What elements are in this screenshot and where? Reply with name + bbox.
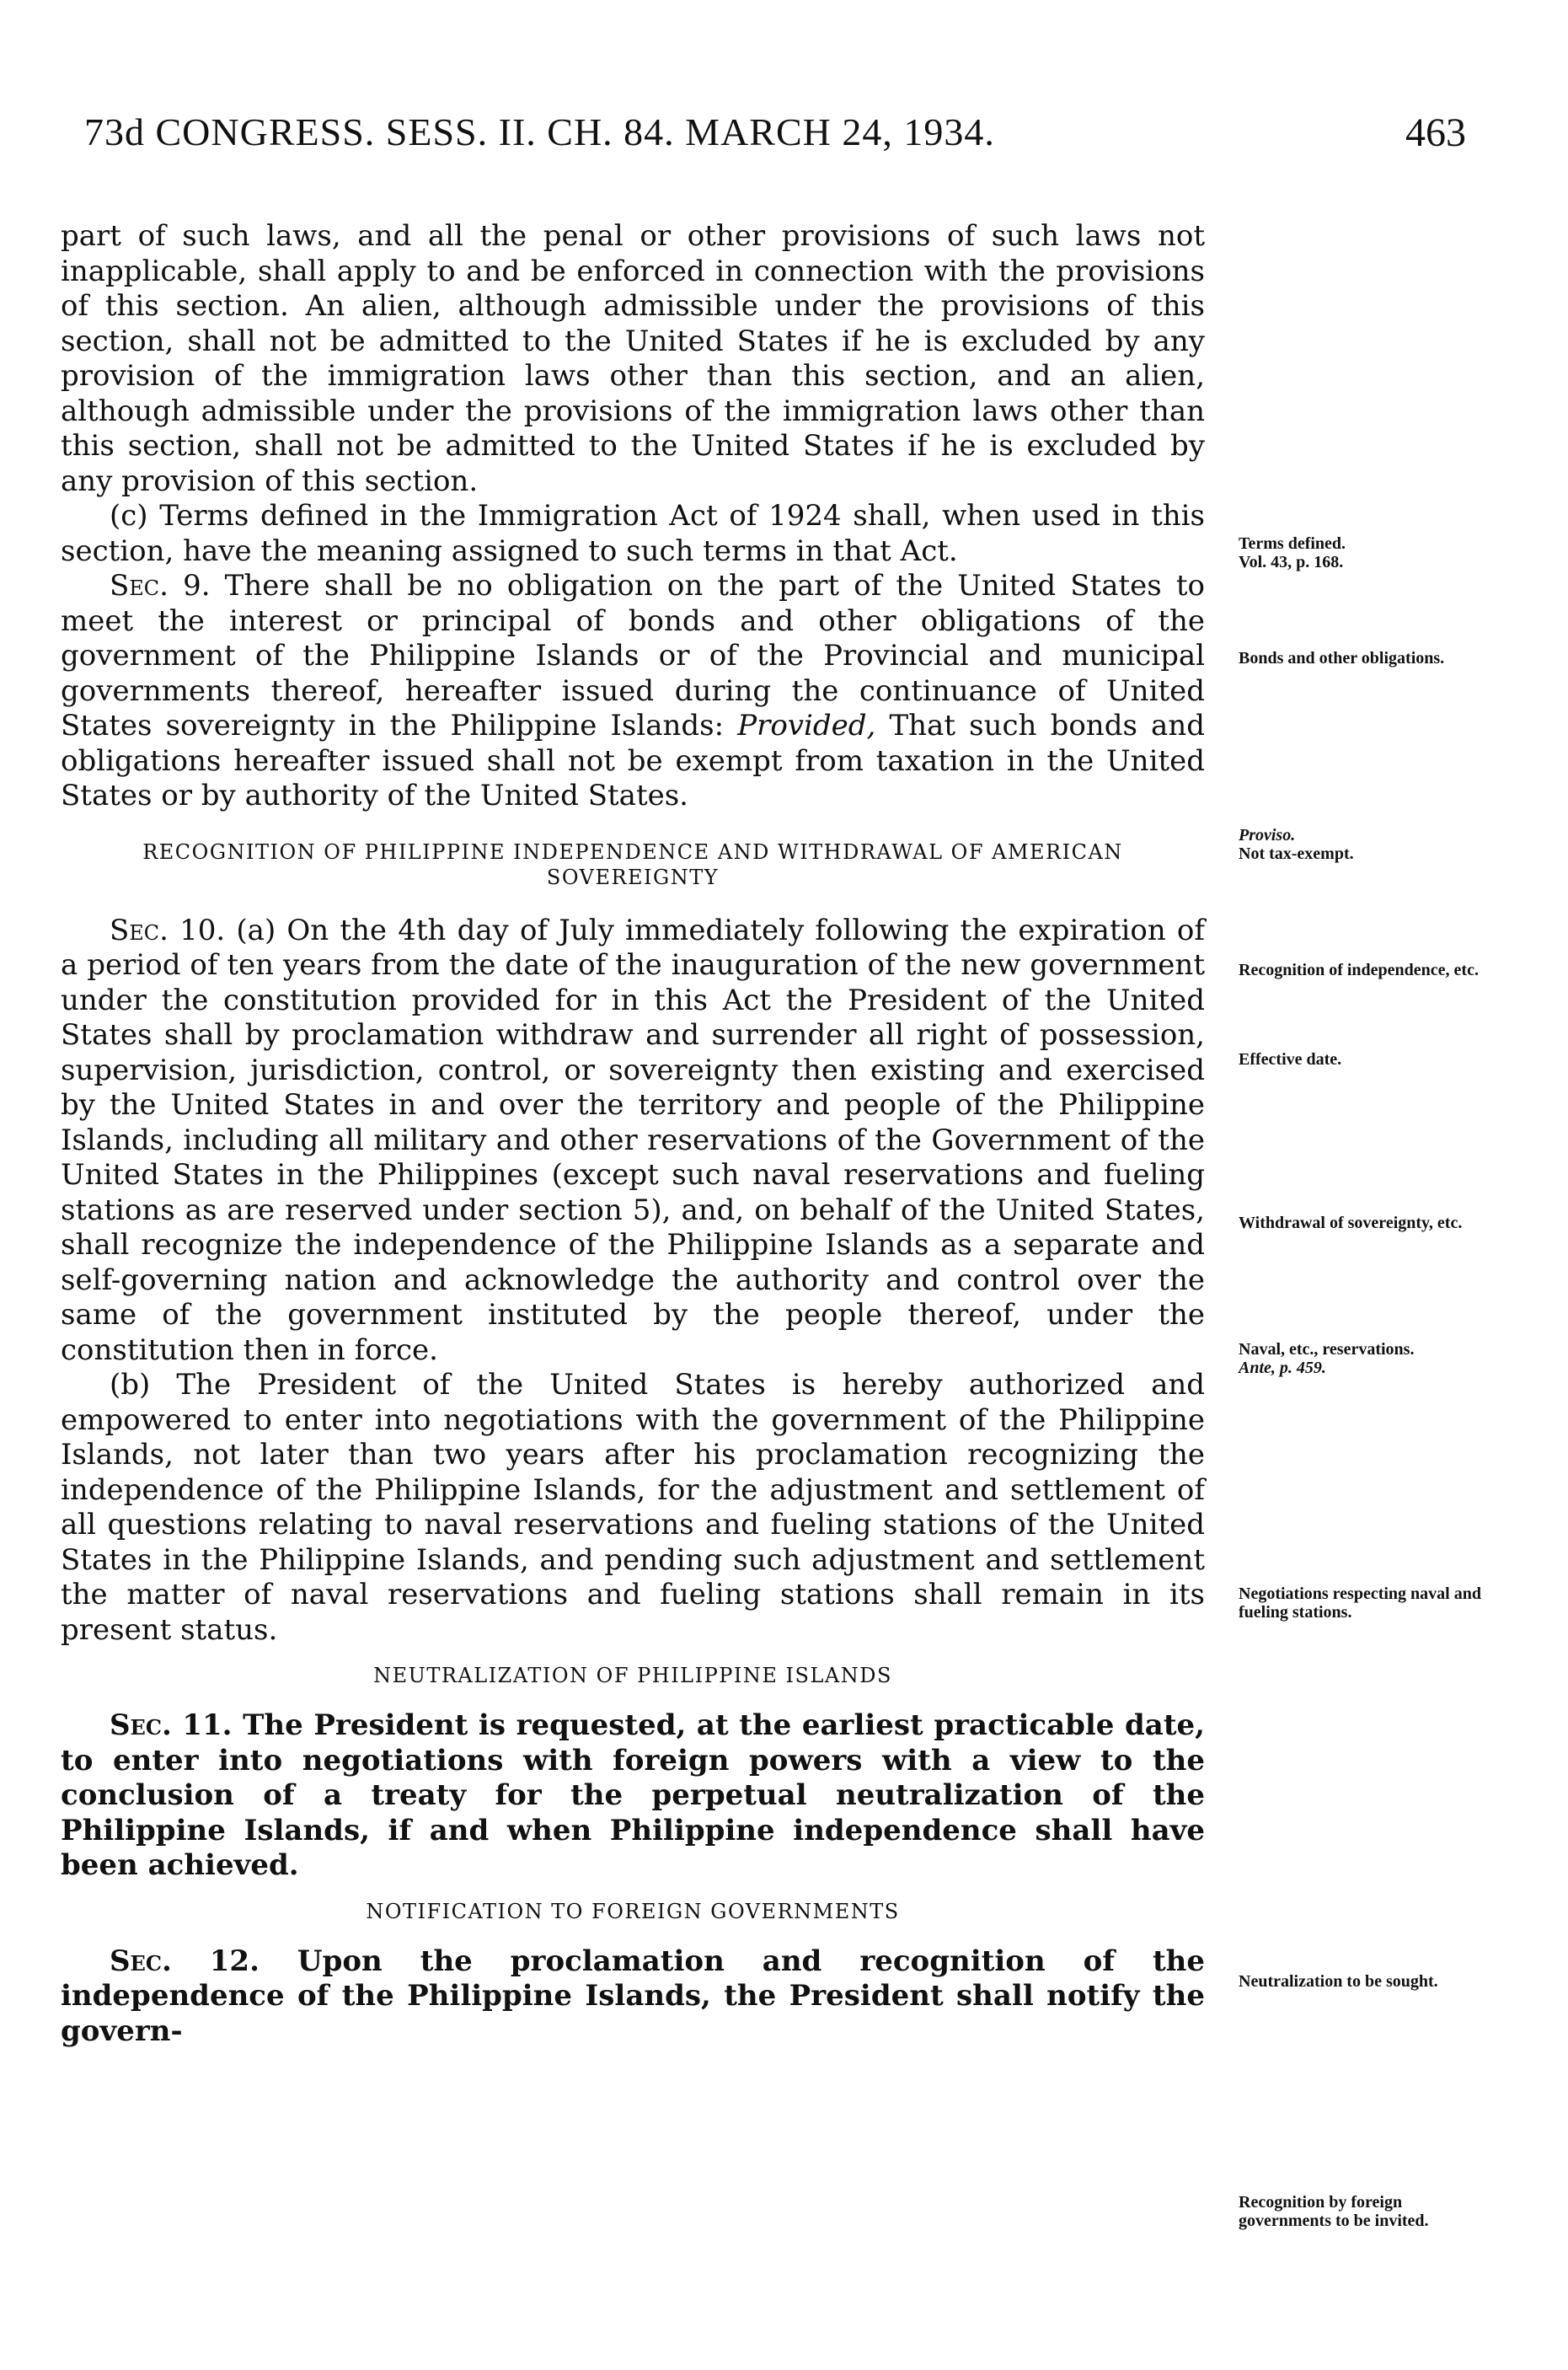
section-label: Sec. 11. — [110, 1708, 233, 1742]
margin-note-bonds: Bonds and other obligations. — [1239, 649, 1445, 668]
sec-11-text: The President is requested, at the earliest practicable date, to enter into negotiations with foreign powers with a view to the conclusion of a treaty for the perpetual neutralization of the Philippine Islands, if and when Philippine independence shall have been achieved. — [61, 1708, 1206, 1882]
margin-note-negotiations: Negotiations respecting naval and fueling stations. — [1239, 1584, 1481, 1622]
sec-12-text: Upon the proclamation and recognition of the independence of the Philippine Islands, the President shall notify the govern- — [61, 1944, 1205, 2048]
margin-notes — [1239, 0, 1491, 2370]
margin-note-withdrawal: Withdrawal of sovereignty, etc. — [1239, 1214, 1463, 1232]
section-heading-notification: NOTIFICATION TO FOREIGN GOVERNMENTS — [366, 1899, 900, 1923]
paragraph-sec-11 — [61, 1708, 1205, 1884]
proviso-word: Provided, — [737, 709, 876, 743]
paragraph-terms-defined: (c) Terms defined in the Immigration Act of 1924 shall, when used in this section, have the meaning assigned to such terms in that Act. — [61, 499, 1205, 568]
section-label: Sec. 9. — [110, 569, 211, 603]
sec-9-text-b: That such bonds and obligations hereafter issued shall not be exempt from taxation in the United States or by authority of the United States. — [61, 709, 1205, 812]
note-naval-reservations: Naval, etc., reservations. — [1239, 1340, 1415, 1359]
note-ante-ref: Ante, p. 459. — [1239, 1359, 1326, 1377]
section-label: Sec. 12. — [110, 1944, 260, 1978]
paragraph-continuation: part of such laws, and all the penal or other provisions of such laws not inapplicable, shall apply to and be enforced in connection with the provisions of this section. An alien, although admissible under the provisions of this section, shall not be admitted to the United States if he is excluded by any provision of the immigration laws other than this section, and an alien, although admissible under the provisions of the immigration laws other than this section, shall not be admitted to the United States if he is excluded by any provision of this section. — [61, 219, 1205, 498]
page-number: 463 — [1405, 110, 1466, 155]
note-not-tax-exempt: Not tax-exempt. — [1239, 845, 1354, 863]
note-proviso: Proviso. — [1239, 826, 1296, 845]
paragraph-sec-10a — [61, 914, 1205, 1369]
sec-10a-text: (a) On the 4th day of July immediately following the expiration of a period of ten years from the date of the inauguration of the new government under the constitution provided for in this Act the President of the United States shall by proclamation withdraw and surrender all right of possession, supervision, jurisdiction, control, or sovereignty then existing and exercised by the United States in and over the territory and people of the Philippine Islands, including all military and other reservations of the Government of the United States in the Philippines (except such naval reservations and fueling stations as are reserved under section 5), and, on behalf of the United States, shall recognize the independence of the Philippine Islands as a separate and self-governing nation and acknowledge the authority and control over the same of the government instituted by the people thereof, under the constitution then in force. — [61, 913, 1205, 1367]
sec-9-text-a: There shall be no obligation on the part of the United States to meet the interest or principal of bonds and other obligations of the government of the Philippine Islands or of the Provincial and municipal governments thereof, hereafter issued during the continuance of United States sovereignty in the Philippine Islands: — [61, 569, 1205, 743]
section-heading-neutralization: NEUTRALIZATION OF PHILIPPINE ISLANDS — [373, 1664, 892, 1687]
margin-note-recognition: Recognition of independence, etc. — [1239, 961, 1479, 979]
section-heading-recognition: RECOGNITION OF PHILIPPINE INDEPENDENCE AND WITHDRAWAL OF AMERICAN SOVEREIGNTY — [142, 839, 1123, 889]
margin-note-terms-defined — [1239, 534, 1491, 571]
section-label: Sec. 10. — [110, 913, 226, 947]
main-text — [61, 219, 1205, 2049]
margin-note-recognition-foreign: Recognition by foreign governments to be invited. — [1239, 2193, 1429, 2230]
paragraph-sec-10b: (b) The President of the United States is hereby authorized and empowered to enter into negotiations with the government of the Philippine Islands, not later than two years after his proclamation recognizing the independence of the Philippine Islands, for the adjustment and settlement of all questions relating to naval reservations and fueling stations of the United States in the Philippine Islands, and pending such adjustment and settlement the matter of naval reservations and fueling stations shall remain in its present status. — [61, 1368, 1205, 1647]
running-head: 73d CONGRESS. SESS. II. CH. 84. MARCH 24, 1934. — [84, 110, 995, 153]
margin-note-neutralization: Neutralization to be sought. — [1239, 1972, 1438, 1991]
note-terms-defined: Terms defined. — [1239, 534, 1346, 553]
margin-note-effective-date: Effective date. — [1239, 1050, 1342, 1069]
margin-note-naval — [1239, 1340, 1491, 1377]
paragraph-sec-9 — [61, 569, 1205, 814]
paragraph-sec-12 — [61, 1944, 1205, 2050]
note-volume-ref: Vol. 43, p. 168. — [1239, 553, 1344, 571]
margin-note-proviso — [1239, 826, 1491, 863]
